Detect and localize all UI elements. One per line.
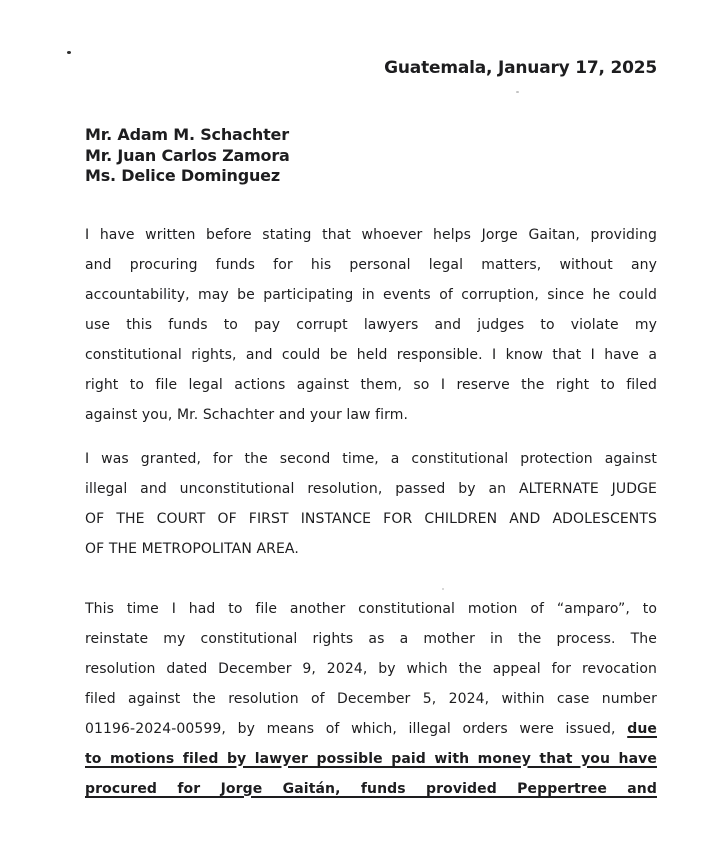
paragraph-2 (85, 444, 657, 564)
text-line-bold-underline: procured for Jorge Gaitán, funds provided Peppertree and (85, 780, 657, 797)
text-line: This time I had to file another constitutional motion of “amparo”, to (85, 600, 657, 617)
text-line: constitutional rights, and could be held responsible. I know that I have a (85, 346, 657, 363)
paragraph-3 (85, 594, 657, 804)
recipient-block (85, 125, 657, 187)
text-line: illegal and unconstitutional resolution, passed by an ALTERNATE JUDGE (85, 480, 657, 497)
text-segment: 01196-2024-00599, by means of which, illegal orders were issued, (85, 720, 628, 737)
text-line: reinstate my constitutional rights as a mother in the process. The (85, 630, 657, 647)
text-line-mixed (85, 714, 657, 744)
text-line: use this funds to pay corrupt lawyers and judges to violate my (85, 316, 657, 333)
text-segment-bold-underline: due (627, 720, 657, 737)
text-line: OF THE COURT OF FIRST INSTANCE FOR CHILDREN AND ADOLESCENTS (85, 510, 657, 527)
text-line-bold-underline: to motions filed by lawyer possible paid with money that you have (85, 750, 657, 767)
text-line: I have written before stating that whoever helps Jorge Gaitan, providing (85, 226, 657, 243)
scan-speck (67, 51, 71, 54)
letter-document (85, 0, 657, 804)
text-line: I was granted, for the second time, a constitutional protection against (85, 450, 657, 467)
paragraph-1 (85, 220, 657, 430)
text-line: OF THE METROPOLITAN AREA. (85, 540, 299, 557)
recipient-name: Mr. Juan Carlos Zamora (85, 145, 290, 165)
text-line: accountability, may be participating in events of corruption, since he could (85, 286, 657, 303)
text-line: against you, Mr. Schachter and your law firm. (85, 406, 409, 423)
text-line: filed against the resolution of December 5, 2024, within case number (85, 690, 657, 707)
text-line: and procuring funds for his personal legal matters, without any (85, 256, 657, 273)
text-line: right to file legal actions against them, so I reserve the right to filed (85, 376, 657, 393)
dateline: Guatemala, January 17, 2025 (384, 58, 657, 78)
recipient-name: Ms. Delice Dominguez (85, 166, 280, 185)
text-line: resolution dated December 9, 2024, by which the appeal for revocation (85, 660, 657, 677)
recipient-name: Mr. Adam M. Schachter (85, 125, 289, 144)
